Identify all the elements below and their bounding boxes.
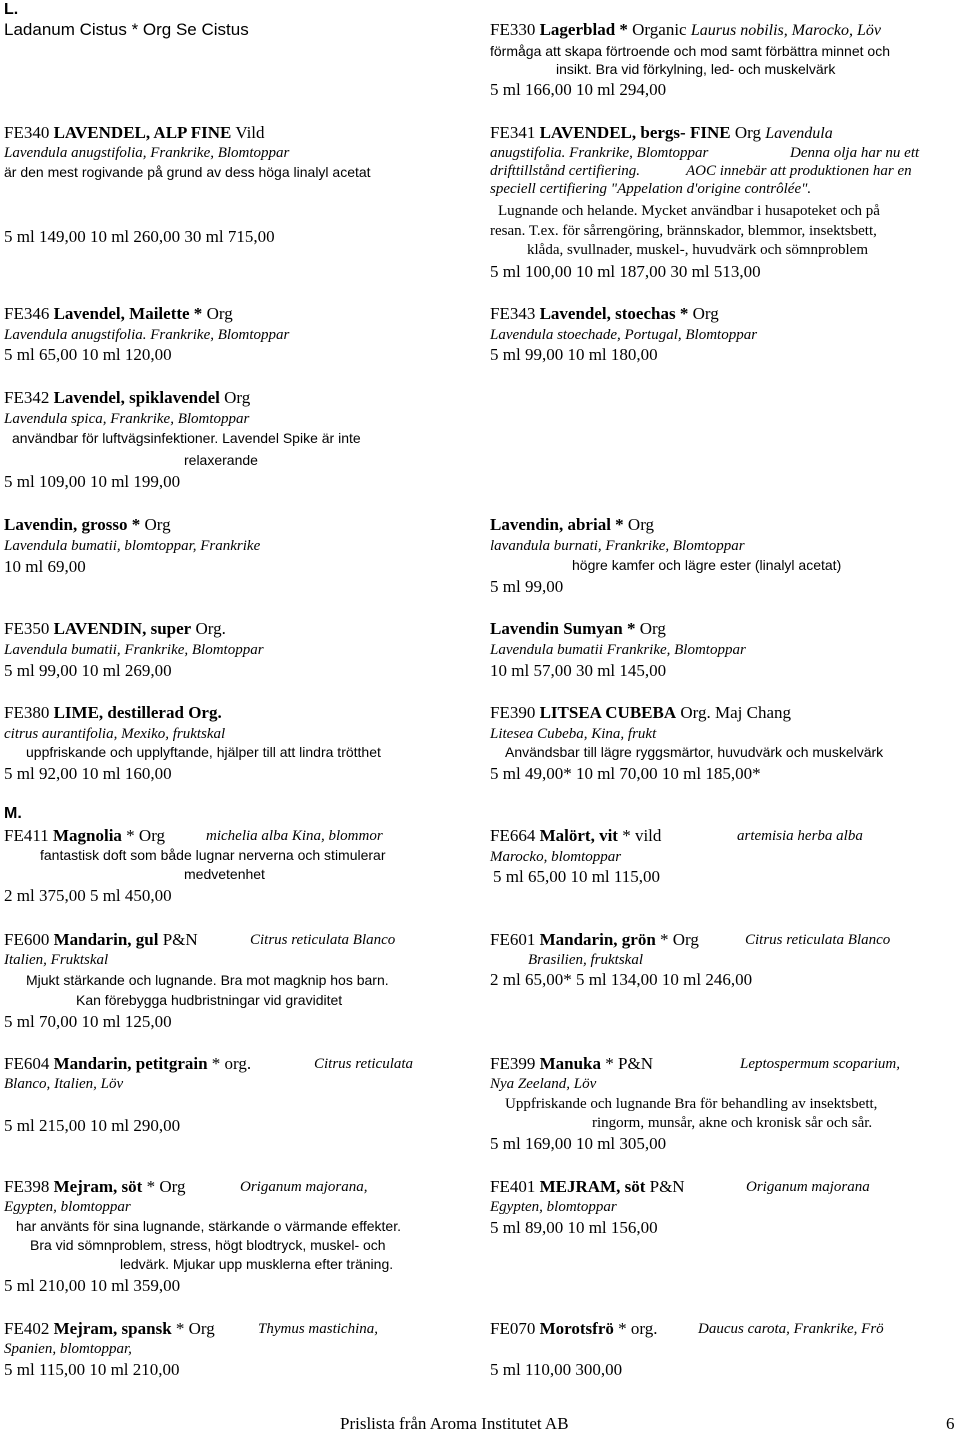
product-code: FE664 xyxy=(490,826,536,845)
product-fe604-header xyxy=(4,1054,251,1074)
product-fe340-desc: är den mest rogivande på grund av dess höga linalyl acetat xyxy=(4,164,371,180)
product-fe411-desc2: medvetenhet xyxy=(184,866,265,882)
product-fe399-latin1: Leptospermum scoparium, xyxy=(740,1056,900,1072)
product-fe399-prices: 5 ml 169,00 10 ml 305,00 xyxy=(490,1134,667,1153)
product-quality: Org. xyxy=(195,619,226,638)
product-quality: Org xyxy=(188,1319,215,1338)
product-quality: org. xyxy=(630,1319,658,1338)
product-fe330-desc2: insikt. Bra vid förkylning, led- och muskelvärk xyxy=(556,61,836,77)
product-fe390-header xyxy=(490,703,791,723)
product-name: Mejram, spansk xyxy=(53,1319,172,1338)
product-name: Lagerblad * xyxy=(539,20,628,39)
product-fe342-desc1: användbar för luftvägsinfektioner. Lavendel Spike är inte xyxy=(12,430,361,446)
product-fe342-latin: Lavendula spica, Frankrike, Blomtoppar xyxy=(4,411,250,427)
product-code: FE380 xyxy=(4,703,50,722)
product-fe604-prices: 5 ml 215,00 10 ml 290,00 xyxy=(4,1116,181,1135)
product-name: Manuka xyxy=(539,1054,602,1073)
product-quality: Org. xyxy=(680,703,711,722)
product-fe398-header xyxy=(4,1177,185,1197)
product-abrial-prices: 5 ml 99,00 xyxy=(490,577,564,596)
product-fe330-header xyxy=(490,20,881,41)
product-code: FE070 xyxy=(490,1319,536,1338)
product-fe399-header xyxy=(490,1054,653,1074)
product-fe604-latin2: Blanco, Italien, Löv xyxy=(4,1076,124,1092)
product-name: Lavendin Sumyan * xyxy=(490,619,636,638)
product-fe330-desc1: förmåga att skapa förtroende och mod samt förbättra minnet och xyxy=(490,43,890,59)
product-fe402-header xyxy=(4,1319,215,1339)
product-fe390-desc: Användsbar till lägre ryggsmärtor, huvudvärk och muskelvärk xyxy=(505,744,884,760)
product-name: Lavendin, abrial * xyxy=(490,515,624,534)
product-abrial-latin: lavandula burnati, Frankrike, Blomtoppar xyxy=(490,538,745,554)
product-code: FE601 xyxy=(490,930,536,949)
product-fe342-header xyxy=(4,388,250,408)
product-fe664-latin2: Marocko, blomtoppar xyxy=(490,849,622,865)
product-quality: Org xyxy=(159,1177,186,1196)
product-quality: P&N xyxy=(618,1054,653,1073)
product-fe390-latin: Litesea Cubeba, Kina, frukt xyxy=(490,726,657,742)
product-fe340-latin: Lavendula anugstifolia, Frankrike, Blomtoppar xyxy=(4,145,290,161)
product-fe341-note2: drifttillstånd certifiering. xyxy=(490,163,640,179)
product-fe341-note3: AOC innebär att produktionen har en xyxy=(686,163,912,179)
product-name: LAVENDEL, bergs- FINE xyxy=(539,123,731,142)
product-code: FE600 xyxy=(4,930,50,949)
product-fe390-prices: 5 ml 49,00* 10 ml 70,00 10 ml 185,00* xyxy=(490,764,761,783)
product-fe401-latin2: Egypten, blomtoppar xyxy=(490,1199,617,1215)
product-code: FE343 xyxy=(490,304,536,323)
product-fe341-note1: Denna olja har nu ett xyxy=(790,145,920,161)
product-quality: Org xyxy=(138,826,166,845)
product-fe600-header xyxy=(4,930,198,950)
product-fe601-prices: 2 ml 65,00* 5 ml 134,00 10 ml 246,00 xyxy=(490,970,753,989)
product-code: FE604 xyxy=(4,1054,50,1073)
product-latin: Lavendula xyxy=(765,125,833,142)
product-name: Mandarin, gul xyxy=(53,930,159,949)
product-name: Lavendel, spiklavendel xyxy=(53,388,220,407)
product-fe398-desc1: har använts för sina lugnande, stärkande o värmande effekter. xyxy=(16,1218,401,1234)
product-fe402-prices: 5 ml 115,00 10 ml 210,00 xyxy=(4,1360,180,1379)
product-fe664-latin1: artemisia herba alba xyxy=(737,828,863,844)
product-fe398-latin2: Egypten, blomtoppar xyxy=(4,1199,131,1215)
product-fe380-latin: citrus aurantifolia, Mexiko, fruktskal xyxy=(4,726,226,742)
product-fe601-latin2: Brasilien, fruktskal xyxy=(528,952,643,968)
product-quality: Org xyxy=(627,515,655,534)
product-fe340-prices: 5 ml 149,00 10 ml 260,00 30 ml 715,00 xyxy=(4,227,275,246)
product-fe340-header xyxy=(4,123,265,143)
product-fe399-desc2: ringorm, munsår, akne och kronisk sår och sår. xyxy=(592,1115,873,1131)
product-fe350-prices: 5 ml 99,00 10 ml 269,00 xyxy=(4,661,172,680)
product-fe350-header xyxy=(4,619,226,639)
product-fe380-desc: uppfriskande och upplyftande, hjälper till att lindra trötthet xyxy=(26,744,381,760)
product-quality: org. xyxy=(224,1054,252,1073)
product-quality: P&N xyxy=(649,1177,685,1196)
product-fe342-desc2: relaxerande xyxy=(184,452,258,468)
product-fe346-latin: Lavendula anugstifolia. Frankrike, Blomtoppar xyxy=(4,327,290,343)
product-star: * xyxy=(211,1054,221,1073)
product-code: FE340 xyxy=(4,123,50,142)
product-sumyan-prices: 10 ml 57,00 30 ml 145,00 xyxy=(490,661,667,680)
product-star: * xyxy=(126,826,135,845)
product-name: Morotsfrö xyxy=(539,1319,614,1338)
product-fe341-note4: speciell certifiering "Appelation d'origine contrôlée". xyxy=(490,181,812,197)
product-grosso-latin: Lavendula bumatii, blomtoppar, Frankrike xyxy=(4,538,261,554)
product-quality: P&N xyxy=(162,930,198,949)
product-fe401-header xyxy=(490,1177,685,1197)
product-fe600-latin2: Italien, Fruktskal xyxy=(4,952,109,968)
product-fe380-prices: 5 ml 92,00 10 ml 160,00 xyxy=(4,764,172,783)
product-quality: Org xyxy=(206,304,233,323)
product-fe601-latin1: Citrus reticulata Blanco xyxy=(745,932,891,948)
product-star: * xyxy=(175,1319,185,1338)
product-fe343-prices: 5 ml 99,00 10 ml 180,00 xyxy=(490,345,658,364)
product-fe600-prices: 5 ml 70,00 10 ml 125,00 xyxy=(4,1012,172,1031)
product-code: FE350 xyxy=(4,619,50,638)
product-star: * xyxy=(660,930,669,949)
product-quality: Org xyxy=(224,388,251,407)
product-fe330-prices: 5 ml 166,00 10 ml 294,00 xyxy=(490,80,667,99)
product-sumyan-latin: Lavendula bumatii Frankrike, Blomtoppar xyxy=(490,642,746,658)
product-code: FE342 xyxy=(4,388,50,407)
product-fe399-desc1: Uppfriskande och lugnande Bra för behandling av insektsbett, xyxy=(505,1096,878,1112)
product-fe399-latin2: Nya Zeeland, Löv xyxy=(490,1076,597,1092)
product-fe600-latin1: Citrus reticulata Blanco xyxy=(250,932,396,948)
product-quality: Org xyxy=(144,515,171,534)
product-quality: Org. xyxy=(188,703,222,722)
product-star: * xyxy=(146,1177,156,1196)
product-fe411-header xyxy=(4,826,165,846)
product-name: LIME, destillerad xyxy=(53,703,184,722)
product-name: LAVENDIN, super xyxy=(53,619,192,638)
product-code: FE401 xyxy=(490,1177,536,1196)
product-fe600-desc2: Kan förebygga hudbristningar vid graviditet xyxy=(76,992,343,1008)
product-fe346-header xyxy=(4,304,233,324)
product-name: Lavendel, stoechas * xyxy=(539,304,689,323)
product-fe398-desc2: Bra vid sömnproblem, stress, högt blodtryck, muskel- och xyxy=(30,1237,386,1253)
product-grosso-header xyxy=(4,515,171,535)
product-code: FE402 xyxy=(4,1319,50,1338)
product-code: FE390 xyxy=(490,703,536,722)
product-name: Mandarin, grön xyxy=(539,930,656,949)
product-fe343-header xyxy=(490,304,719,324)
product-fe341-prices: 5 ml 100,00 10 ml 187,00 30 ml 513,00 xyxy=(490,262,761,281)
product-latin: Laurus nobilis, Marocko, Löv xyxy=(690,22,881,39)
product-fe401-latin1: Origanum majorana xyxy=(746,1179,870,1195)
product-abrial-desc: högre kamfer och lägre ester (linalyl acetat) xyxy=(572,557,842,573)
product-quality: vild xyxy=(634,826,662,845)
product-fe411-prices: 2 ml 375,00 5 ml 450,00 xyxy=(4,886,172,905)
product-name: Malört, vit xyxy=(539,826,618,845)
product-fe398-desc3: ledvärk. Mjukar upp musklerna efter träning. xyxy=(120,1256,394,1272)
product-fe411-desc1: fantastisk doft som både lugnar nerverna och stimulerar xyxy=(40,847,386,863)
footer-text: Prislista från Aroma Institutet AB xyxy=(340,1414,569,1433)
product-quality: Vild xyxy=(235,123,265,142)
product-fe664-header xyxy=(490,826,661,846)
product-fe350-latin: Lavendula bumatii, Frankrike, Blomtoppar xyxy=(4,642,264,658)
product-star: * xyxy=(605,1054,614,1073)
product-fe341-desc2: resan. T.ex. för sårrengöring, brännskador, blemmor, insektsbett, xyxy=(490,223,877,239)
product-code: FE398 xyxy=(4,1177,50,1196)
product-quality: Org xyxy=(639,619,666,638)
product-fe398-latin1: Origanum majorana, xyxy=(240,1179,368,1195)
product-star: * xyxy=(618,1319,627,1338)
section-letter-m: M. xyxy=(4,805,22,822)
section-letter-l: L. xyxy=(4,1,19,18)
product-fe070-prices: 5 ml 110,00 300,00 xyxy=(490,1360,623,1379)
product-quality: Org xyxy=(692,304,719,323)
product-quality: Org xyxy=(734,123,761,142)
product-quality: Organic xyxy=(632,20,687,39)
product-code: FE341 xyxy=(490,123,536,142)
product-code: FE411 xyxy=(4,826,49,845)
product-fe341-latin2: anugstifolia. Frankrike, Blomtoppar xyxy=(490,145,709,161)
product-star: * xyxy=(622,826,631,845)
product-fe346-prices: 5 ml 65,00 10 ml 120,00 xyxy=(4,345,172,364)
product-code: FE330 xyxy=(490,20,536,39)
product-grosso-prices: 10 ml 69,00 xyxy=(4,557,86,576)
page-number: 6 xyxy=(946,1414,955,1433)
product-name: Mandarin, petitgrain xyxy=(53,1054,208,1073)
product-fe070-header xyxy=(490,1319,657,1339)
product-fe664-prices: 5 ml 65,00 10 ml 115,00 xyxy=(493,867,661,886)
product-fe601-header xyxy=(490,930,699,950)
product-code: FE399 xyxy=(490,1054,536,1073)
product-name: Magnolia xyxy=(52,826,122,845)
product-fe070-latin: Daucus carota, Frankrike, Frö xyxy=(698,1321,884,1337)
product-fe604-latin1: Citrus reticulata xyxy=(314,1056,414,1072)
product-fe600-desc1: Mjukt stärkande och lugnande. Bra mot magknip hos barn. xyxy=(26,972,389,988)
product-fe342-prices: 5 ml 109,00 10 ml 199,00 xyxy=(4,472,181,491)
product-name: LITSEA CUBEBA xyxy=(539,703,677,722)
product-name: Mejram, söt xyxy=(53,1177,143,1196)
product-fe341-desc1: Lugnande och helande. Mycket användbar i husapoteket och på xyxy=(498,203,880,219)
product-fe341-header xyxy=(490,123,833,144)
product-name: MEJRAM, söt xyxy=(539,1177,646,1196)
product-name: LAVENDEL, ALP FINE xyxy=(53,123,232,142)
product-extra: Maj Chang xyxy=(715,703,792,722)
product-fe343-latin: Lavendula stoechade, Portugal, Blomtoppar xyxy=(490,327,758,343)
product-fe411-latin: michelia alba Kina, blommor xyxy=(206,828,383,844)
product-fe401-prices: 5 ml 89,00 10 ml 156,00 xyxy=(490,1218,658,1237)
product-fe341-desc3: klåda, svullnader, muskel-, huvudvärk och sömnproblem xyxy=(527,242,868,258)
product-fe398-prices: 5 ml 210,00 10 ml 359,00 xyxy=(4,1276,181,1295)
product-sumyan-header xyxy=(490,619,666,639)
product-quality: Org xyxy=(672,930,699,949)
product-name: Lavendel, Mailette * xyxy=(53,304,203,323)
product-ladanum-title: Ladanum Cistus * Org Se Cistus xyxy=(4,20,249,39)
product-fe402-latin2: Spanien, blomtoppar, xyxy=(4,1341,132,1357)
product-name: Lavendin, grosso * xyxy=(4,515,141,534)
product-fe380-header xyxy=(4,703,222,723)
product-abrial-header xyxy=(490,515,654,535)
product-code: FE346 xyxy=(4,304,50,323)
product-fe402-latin1: Thymus mastichina, xyxy=(258,1321,378,1337)
